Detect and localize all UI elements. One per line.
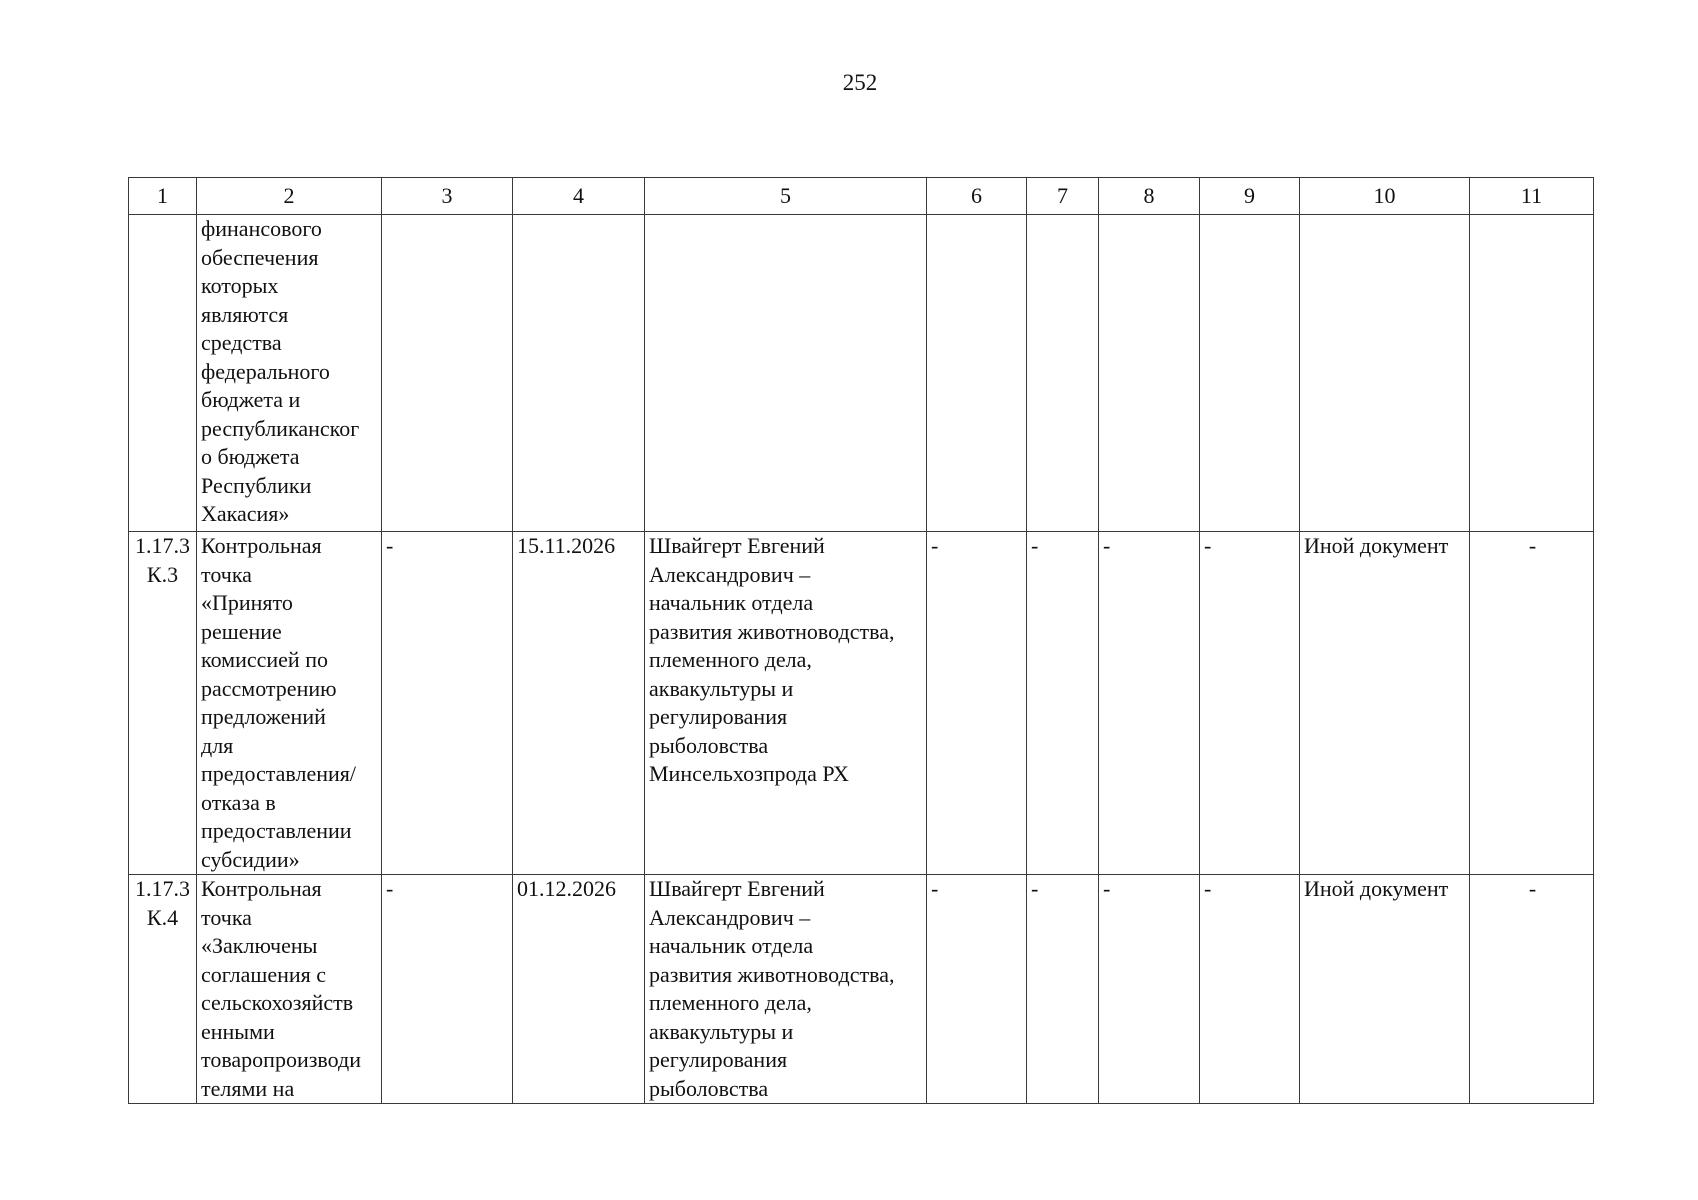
table-row bbox=[129, 875, 1594, 1104]
table-cell: - bbox=[1470, 875, 1594, 1104]
row-number-cell: 1.17.3 К.4 bbox=[129, 875, 197, 1104]
column-header: 2 bbox=[197, 178, 382, 215]
table-cell: - bbox=[382, 875, 513, 1104]
column-header: 5 bbox=[645, 178, 927, 215]
column-header: 4 bbox=[513, 178, 645, 215]
table-cell: - bbox=[1099, 532, 1200, 875]
row-number-cell: 1.17.3 К.3 bbox=[129, 532, 197, 875]
page-number: 252 bbox=[842, 70, 878, 95]
responsible-cell bbox=[645, 215, 927, 532]
table-cell bbox=[1099, 215, 1200, 532]
row-number-cell bbox=[129, 215, 197, 532]
table-cell: - bbox=[1470, 532, 1594, 875]
column-header: 8 bbox=[1099, 178, 1200, 215]
table-row bbox=[129, 215, 1594, 532]
description-cell: финансового обеспечения которых являются средства федерального бюджета и республиканског о бюджета Республики Хакасия» bbox=[197, 215, 382, 532]
column-header: 10 bbox=[1300, 178, 1470, 215]
date-cell: 01.12.2026 bbox=[513, 875, 645, 1104]
plan-table bbox=[128, 177, 1594, 1104]
description-cell: Контрольная точка «Принято решение комиссией по рассмотрению предложений для предоставления/ отказа в предоставлении субсидии» bbox=[197, 532, 382, 875]
table-cell bbox=[1470, 215, 1594, 532]
responsible-cell: Швайгерт Евгений Александрович – начальник отдела развития животноводства, племенного дела, аквакультуры и регулирования рыболовства Минсельхозпрода РХ bbox=[645, 532, 927, 875]
document-type-cell: Иной документ bbox=[1300, 875, 1470, 1104]
table-header-row bbox=[129, 178, 1594, 215]
table-cell bbox=[1027, 215, 1099, 532]
table-cell bbox=[927, 215, 1027, 532]
document-type-cell bbox=[1300, 215, 1470, 532]
table-cell: - bbox=[1027, 532, 1099, 875]
column-header: 3 bbox=[382, 178, 513, 215]
column-header: 9 bbox=[1200, 178, 1300, 215]
table-row bbox=[129, 532, 1594, 875]
date-cell bbox=[513, 215, 645, 532]
date-cell: 15.11.2026 bbox=[513, 532, 645, 875]
responsible-cell: Швайгерт Евгений Александрович – начальник отдела развития животноводства, племенного дела, аквакультуры и регулирования рыболовства bbox=[645, 875, 927, 1104]
table-cell: - bbox=[382, 532, 513, 875]
table-cell: - bbox=[927, 532, 1027, 875]
column-header: 11 bbox=[1470, 178, 1594, 215]
table-cell: - bbox=[927, 875, 1027, 1104]
column-header: 6 bbox=[927, 178, 1027, 215]
description-cell: Контрольная точка «Заключены соглашения с сельскохозяйств енными товаропроизводи телями на bbox=[197, 875, 382, 1104]
table-cell bbox=[382, 215, 513, 532]
table-cell: - bbox=[1099, 875, 1200, 1104]
table-cell: - bbox=[1200, 875, 1300, 1104]
table-cell: - bbox=[1027, 875, 1099, 1104]
document-type-cell: Иной документ bbox=[1300, 532, 1470, 875]
column-header: 1 bbox=[129, 178, 197, 215]
table-cell bbox=[1200, 215, 1300, 532]
table-cell: - bbox=[1200, 532, 1300, 875]
column-header: 7 bbox=[1027, 178, 1099, 215]
